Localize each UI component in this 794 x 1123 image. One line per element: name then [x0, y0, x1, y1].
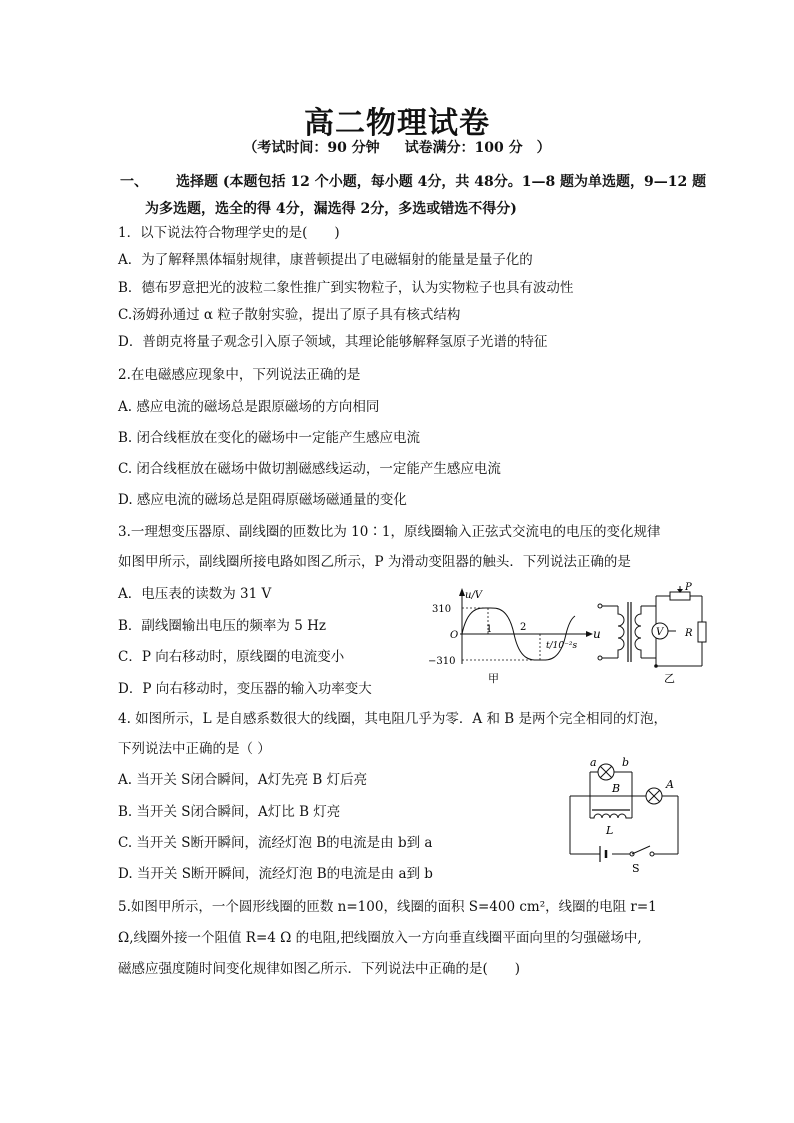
switch-label: S [632, 862, 640, 874]
secondary-coil [635, 606, 641, 658]
terminal-top [598, 604, 602, 608]
exam-info [0, 137, 794, 157]
q1-option-c: C.汤姆孙通过 α 粒子散射实验，提出了原子具有核式结构 [118, 307, 461, 323]
resistor-label: R [685, 628, 693, 639]
inductor-label: L [606, 824, 614, 837]
slide-rheostat [670, 592, 690, 600]
q1-option-b: B．德布罗意把光的波粒二象性推广到实物粒子，认为实物粒子也具有波动性 [118, 280, 574, 296]
q4-option-a: A. 当开关 S闭合瞬间，A灯先亮 B 灯后亮 [118, 772, 368, 788]
q3-option-a: A．电压表的读数为 31 V [118, 586, 272, 602]
q3-stem-line1: 3.一理想变压器原、副线圈的匝数比为 10∶1，原线圈输入正弦式交流电的电压的变化规律 [118, 524, 661, 540]
resistor-r [698, 622, 706, 642]
q4-stem-line2: 下列说法中正确的是（ ） [118, 741, 271, 757]
lamp-b-label: B [612, 782, 621, 795]
figure-yi-caption: 乙 [664, 672, 675, 685]
q3-option-d: D．P 向右移动时，变压器的输入功率变大 [118, 681, 372, 697]
u-axis-label: u/V [465, 590, 483, 601]
exam-score: 试卷满分：100 分 ） [404, 140, 551, 156]
primary-coil [618, 606, 624, 658]
input-voltage-label: u [593, 627, 601, 641]
figure-yi-transformer-circuit [590, 582, 715, 686]
slider-label-p: P [685, 582, 692, 593]
figure-jia-voltage-graph [428, 586, 598, 686]
q5-line3: 磁感应强度随时间变化规律如图乙所示．下列说法中正确的是( ) [118, 961, 521, 977]
q1-stem: 1．以下说法符合物理学史的是( ) [118, 225, 340, 241]
figure-jia-caption: 甲 [488, 672, 499, 685]
lamp-a-label: A [666, 778, 674, 791]
tick-2: 2 [520, 622, 527, 633]
q3-option-b: B．副线圈输出电压的频率为 5 Hz [118, 618, 326, 634]
q2-option-a: A. 感应电流的磁场总是跟原磁场的方向相同 [118, 399, 380, 415]
node-a-label: a [590, 756, 597, 769]
q4-stem-line1: 4. 如图所示，L 是自感系数很大的线圈，其电阻几乎为零．A 和 B 是两个完全相同的灯泡， [118, 711, 667, 727]
section-number: 一、 [120, 174, 148, 190]
q2-option-c: C. 闭合线框放在磁场中做切割磁感线运动，一定能产生感应电流 [118, 461, 501, 477]
terminal-bottom [598, 656, 602, 660]
exam-time: （考试时间：90 分钟 [243, 140, 380, 156]
q2-option-d: D. 感应电流的磁场总是阻碍原磁场磁通量的变化 [118, 492, 407, 508]
q5-line2: Ω,线圈外接一个阻值 R=4 Ω 的电阻,把线圈放入一方向垂直线圈平面向里的匀强磁场中, [118, 930, 642, 946]
q4-option-d: D. 当开关 S断开瞬间，流经灯泡 B的电流是由 a到 b [118, 866, 433, 882]
switch-blade [632, 846, 650, 854]
figure-q4-inductor-circuit [562, 756, 687, 874]
switch-contact [650, 852, 654, 856]
q4-option-c: C. 当开关 S断开瞬间，流经灯泡 B的电流是由 b到 a [118, 835, 433, 851]
q1-option-a: A．为了解释黑体辐射规律，康普顿提出了电磁辐射的能量是量子化的 [118, 252, 533, 268]
voltmeter-label: V [656, 627, 664, 638]
q3-option-c: C．P 向右移动时，原线圈的电流变小 [118, 649, 345, 665]
q4-option-b: B. 当开关 S闭合瞬间，A灯比 B 灯亮 [118, 804, 341, 820]
tick-310: 310 [432, 604, 452, 615]
page-title: 高二物理试卷 [304, 106, 490, 141]
q5-line1: 5.如图甲所示，一个圆形线圈的匝数 n=100，线圈的面积 S=400 cm²，线圈的电阻 r=1 [118, 899, 657, 915]
section-heading-line1: 选择题 (本题包括 12 个小题，每小题 4分，共 48分。1—8 题为单选题，9—12 题 [176, 174, 707, 190]
t-axis-label: t/10⁻²s [546, 641, 578, 651]
q2-stem: 2.在电磁感应现象中，下列说法正确的是 [118, 367, 361, 383]
inductor-coil [590, 814, 632, 818]
node-b-label: b [622, 756, 630, 769]
junction-dot [654, 664, 658, 668]
q1-option-d: D．普朗克将量子观念引入原子领域，其理论能够解释氢原子光谱的特征 [118, 334, 548, 350]
tick-neg310: −310 [428, 656, 456, 667]
q2-option-b: B. 闭合线框放在变化的磁场中一定能产生感应电流 [118, 430, 421, 446]
origin-label: O [450, 630, 459, 641]
section-heading-line2: 为多选题，选全的得 4分，漏选得 2分，多选或错选不得分) [145, 201, 517, 217]
q3-stem-line2: 如图甲所示，副线圈所接电路如图乙所示，P 为滑动变阻器的触头．下列说法正确的是 [118, 554, 631, 570]
tick-1: 1 [486, 624, 493, 635]
